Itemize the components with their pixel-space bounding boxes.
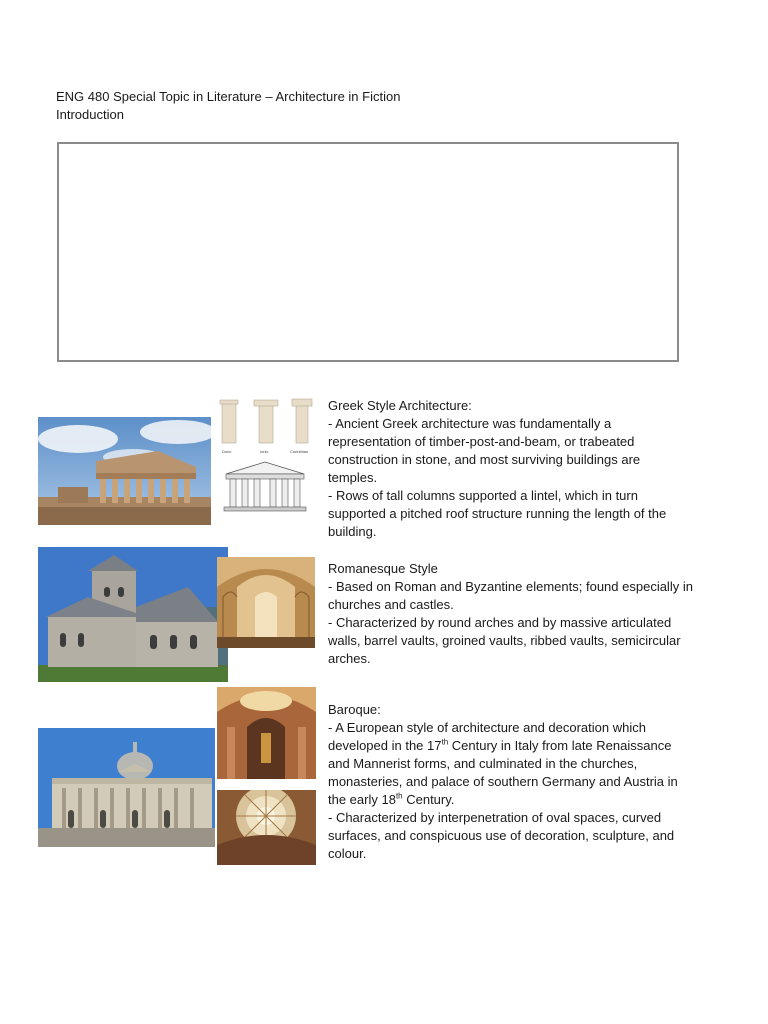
baroque-line2-post: Century in Italy from late Renaissance bbox=[448, 738, 672, 753]
romanesque-heading: Romanesque Style bbox=[328, 561, 438, 576]
baroque-line5-post: Century. bbox=[402, 792, 455, 807]
baroque-text-line: - A European style of architecture and decoration which bbox=[328, 720, 646, 735]
greek-text-line: - Ancient Greek architecture was fundamentally a bbox=[328, 416, 612, 431]
greek-text-line: representation of timber-post-and-beam, or trabeated bbox=[328, 434, 635, 449]
romanesque-text-line: - Characterized by round arches and by massive articulated bbox=[328, 615, 672, 630]
baroque-text-line bbox=[328, 737, 728, 755]
baroque-line2-pre: developed in the 17 bbox=[328, 738, 442, 753]
greek-temple-drawing bbox=[216, 458, 315, 516]
doric-label: Doric bbox=[222, 449, 232, 454]
romanesque-church-image bbox=[38, 547, 228, 682]
st-peters-basilica-image bbox=[38, 728, 215, 847]
romanesque-text-line: walls, barrel vaults, groined vaults, ribbed vaults, semicircular bbox=[328, 633, 681, 648]
greek-text-line: construction in stone, and most surviving buildings are bbox=[328, 452, 641, 467]
baroque-interior-image bbox=[217, 687, 316, 779]
baroque-line5-sup: th bbox=[395, 791, 403, 801]
greek-text-line: - Rows of tall columns supported a lintel, which in turn bbox=[328, 488, 638, 503]
baroque-text-line: surfaces, and conspicuous use of decoration, sculpture, and bbox=[328, 828, 675, 843]
ionic-label: Ionic bbox=[260, 449, 269, 454]
romanesque-section bbox=[328, 560, 728, 668]
classical-orders-image bbox=[216, 397, 315, 457]
greek-section bbox=[328, 397, 728, 541]
greek-text-line: temples. bbox=[328, 470, 378, 485]
romanesque-nave-image bbox=[217, 557, 315, 648]
section-title: Introduction bbox=[56, 107, 124, 122]
baroque-text-line: monasteries, and palace of southern Germany and Austria in bbox=[328, 774, 678, 789]
baroque-text-line: - Characterized by interpenetration of oval spaces, curved bbox=[328, 810, 662, 825]
baroque-line5-pre: the early 18 bbox=[328, 792, 396, 807]
baroque-line2-sup: th bbox=[441, 737, 449, 747]
baroque-heading: Baroque: bbox=[328, 702, 381, 717]
baroque-section bbox=[328, 701, 728, 863]
baroque-text-line bbox=[328, 791, 728, 809]
romanesque-text-line: - Based on Roman and Byzantine elements; found especially in bbox=[328, 579, 693, 594]
greek-text-line: supported a pitched roof structure running the length of the bbox=[328, 506, 667, 521]
corinthian-label: Corinthian bbox=[290, 449, 309, 454]
romanesque-text-line: arches. bbox=[328, 651, 371, 666]
greek-heading: Greek Style Architecture: bbox=[328, 398, 472, 413]
course-title: ENG 480 Special Topic in Literature – Architecture in Fiction bbox=[56, 89, 401, 104]
parthenon-image bbox=[38, 417, 211, 525]
document-header bbox=[56, 88, 400, 124]
baroque-text-line: colour. bbox=[328, 846, 367, 861]
baroque-text-line: and Mannerist forms, and culminated in the churches, bbox=[328, 756, 638, 771]
romanesque-text-line: churches and castles. bbox=[328, 597, 454, 612]
introduction-box bbox=[57, 142, 679, 362]
greek-text-line: building. bbox=[328, 524, 377, 539]
baroque-dome-image bbox=[217, 790, 316, 865]
